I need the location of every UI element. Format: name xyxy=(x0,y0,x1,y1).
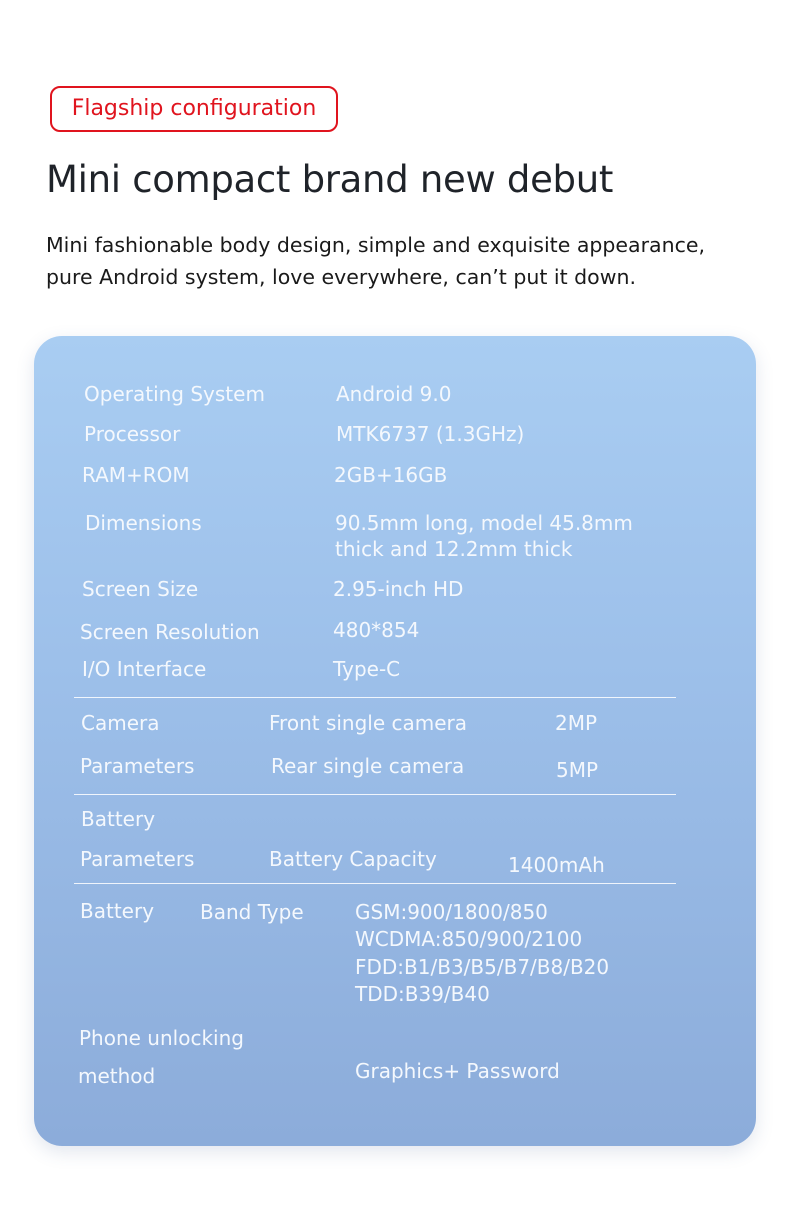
spec-value-screen-size: 2.95-inch HD xyxy=(333,577,464,601)
spec-label-screen-size: Screen Size xyxy=(82,577,199,601)
spec-label-os: Operating System xyxy=(84,382,265,406)
band-value-fdd: FDD:B1/B3/B5/B7/B8/B20 xyxy=(355,955,610,979)
band-value-gsm: GSM:900/1800/850 xyxy=(355,900,548,924)
band-section-label: Battery xyxy=(80,899,155,923)
unlock-label-line2: method xyxy=(78,1064,156,1088)
battery-capacity-label: Battery Capacity xyxy=(269,847,437,871)
battery-label-line1: Battery xyxy=(81,807,156,831)
page-title: Mini compact brand new debut xyxy=(46,158,614,201)
spec-label-processor: Processor xyxy=(84,422,181,446)
spec-value-processor: MTK6737 (1.3GHz) xyxy=(336,422,525,446)
band-value-tdd: TDD:B39/B40 xyxy=(355,982,490,1006)
spec-value-os: Android 9.0 xyxy=(336,382,452,406)
flagship-badge: Flagship configuration xyxy=(50,86,338,132)
rear-camera-value: 5MP xyxy=(556,758,599,782)
spec-value-memory: 2GB+16GB xyxy=(334,463,448,487)
spec-label-interface: I/O Interface xyxy=(82,657,207,681)
intro-line: pure Android system, love everywhere, can’t put it down. xyxy=(46,265,636,289)
spec-label-resolution: Screen Resolution xyxy=(80,620,260,644)
divider xyxy=(74,883,676,884)
spec-value-dimensions-line2: thick and 12.2mm thick xyxy=(335,537,573,561)
band-type-label: Band Type xyxy=(200,900,304,924)
spec-value-interface: Type-C xyxy=(333,657,401,681)
spec-value-dimensions-line1: 90.5mm long, model 45.8mm xyxy=(335,511,633,535)
battery-label-line2: Parameters xyxy=(80,847,195,871)
front-camera-value: 2MP xyxy=(555,711,598,735)
battery-capacity-value: 1400mAh xyxy=(508,853,605,877)
camera-label-line2: Parameters xyxy=(80,754,195,778)
intro-line: Mini fashionable body design, simple and exquisite appearance, xyxy=(46,233,705,257)
unlock-label-line1: Phone unlocking xyxy=(79,1026,244,1050)
camera-label-line1: Camera xyxy=(81,711,160,735)
divider xyxy=(74,697,676,698)
unlock-value: Graphics+ Password xyxy=(355,1059,560,1083)
band-value-wcdma: WCDMA:850/900/2100 xyxy=(355,927,583,951)
spec-label-dimensions: Dimensions xyxy=(85,511,202,535)
spec-value-resolution: 480*854 xyxy=(333,618,420,642)
intro-text xyxy=(46,229,766,293)
rear-camera-label: Rear single camera xyxy=(271,754,465,778)
spec-label-memory: RAM+ROM xyxy=(82,463,190,487)
front-camera-label: Front single camera xyxy=(269,711,468,735)
divider xyxy=(74,794,676,795)
